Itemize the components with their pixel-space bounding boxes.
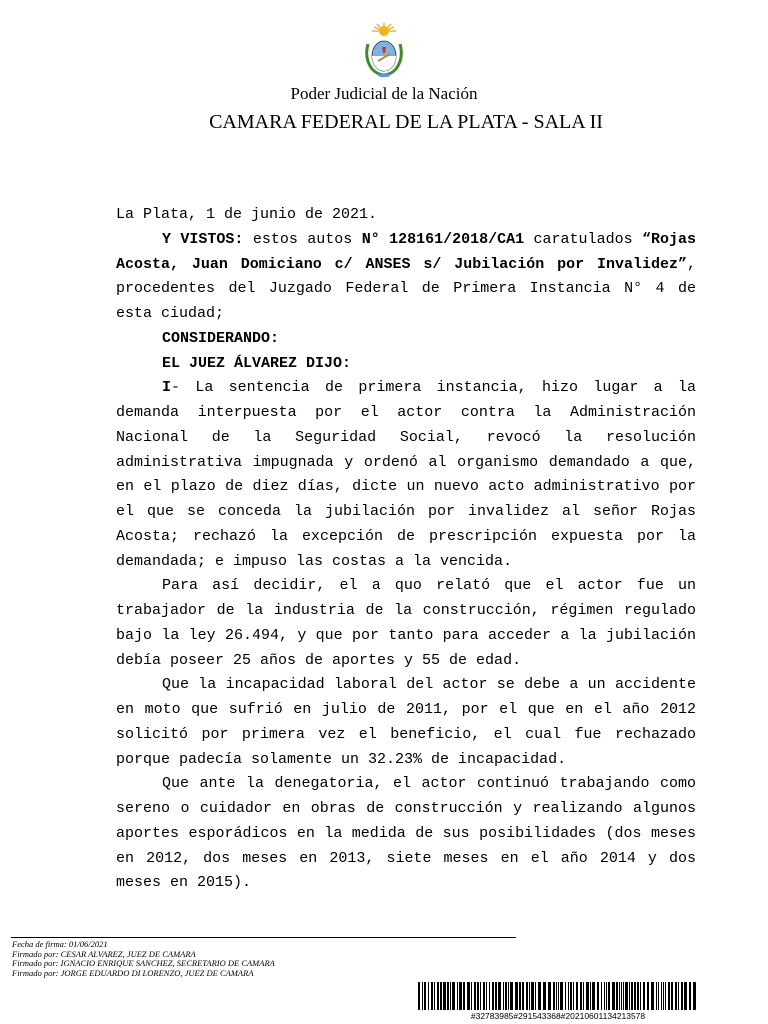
- date-line: La Plata, 1 de junio de 2021.: [116, 206, 378, 223]
- vistos-text: caratulados: [524, 230, 642, 248]
- signature-date: Fecha de firma: 01/06/2021: [12, 939, 108, 949]
- barcode-image: [418, 982, 698, 1010]
- signature-line: Firmado por: CESAR ALVAREZ, JUEZ DE CAMARA: [12, 948, 196, 959]
- signature-line: Firmado por: JORGE EDUARDO DI LORENZO, JUEZ DE CAMARA: [12, 967, 254, 978]
- signature-separator: [11, 937, 516, 938]
- paragraph-2: Para así decidir, el a quo relató que el actor fue un trabajador de la industria de la construcción, régimen regulado bajo la ley 26.494, y que por tanto para acceder a la jubilación debía poseer 25 años de aportes y 55 de edad.: [116, 577, 696, 669]
- signature-block: [12, 940, 275, 978]
- vistos-text: estos autos: [243, 230, 362, 248]
- considerando-heading: CONSIDERANDO:: [162, 329, 280, 347]
- paragraph-3: Que la incapacidad laboral del actor se debe a un accidente en moto que sufrió en julio de 2011, por el que en el año 2012 solicitó por primera vez el beneficio, el cual fue rechazado porque padecía solamente un 32.23% de incapacidad.: [116, 676, 696, 768]
- section-number: I: [162, 379, 172, 397]
- vistos-paragraph: [116, 228, 696, 327]
- case-caption: “Rojas Acosta, Juan Domiciano c/ ANSES s/ Jubilación por Invalidez”: [116, 230, 696, 273]
- paragraph-1: I- La sentencia de primera instancia, hizo lugar a la demanda interpuesta por el actor contra la Administración Nacional de la Seguridad Social, revocó la resolución administrativa impugnada y ordenó al organismo demandado a que, en el plazo de diez días, dicte un nuevo acto administrativo por el que se conceda la jubilación por invalidez al señor Rojas Acosta; rechazó la excepción de prescripción expuesta por la demandada; e impuso las costas a la vencida.: [116, 379, 696, 570]
- paragraph-4: Que ante la denegatoria, el actor continuó trabajando como sereno o cuidador en obras de construcción y realizando algunos aportes esporádicos en la medida de sus posibilidades (dos meses en 2012, dos meses en 2013, siete meses en el año 2014 y dos meses en 2015).: [116, 775, 696, 892]
- signature-line: Firmado por: IGNACIO ENRIQUE SANCHEZ, SECRETARIO DE CAMARA: [12, 958, 275, 969]
- argentina-coat-of-arms-seal: [362, 22, 406, 78]
- barcode-number: #32783985#291543368#20210601134213578: [470, 1011, 646, 1021]
- document-body: [116, 203, 696, 896]
- institution-heading: Poder Judicial de la Nación: [290, 84, 478, 103]
- court-heading: CAMARA FEDERAL DE LA PLATA - SALA II: [209, 111, 603, 133]
- judge-heading: EL JUEZ ÁLVAREZ DIJO:: [162, 354, 352, 372]
- case-number: N° 128161/2018/CA1: [361, 230, 525, 248]
- vistos-text: , procedentes del Juzgado Federal de Primera Instancia N° 4 de esta ciudad;: [116, 255, 696, 322]
- vistos-label: Y VISTOS:: [162, 230, 244, 248]
